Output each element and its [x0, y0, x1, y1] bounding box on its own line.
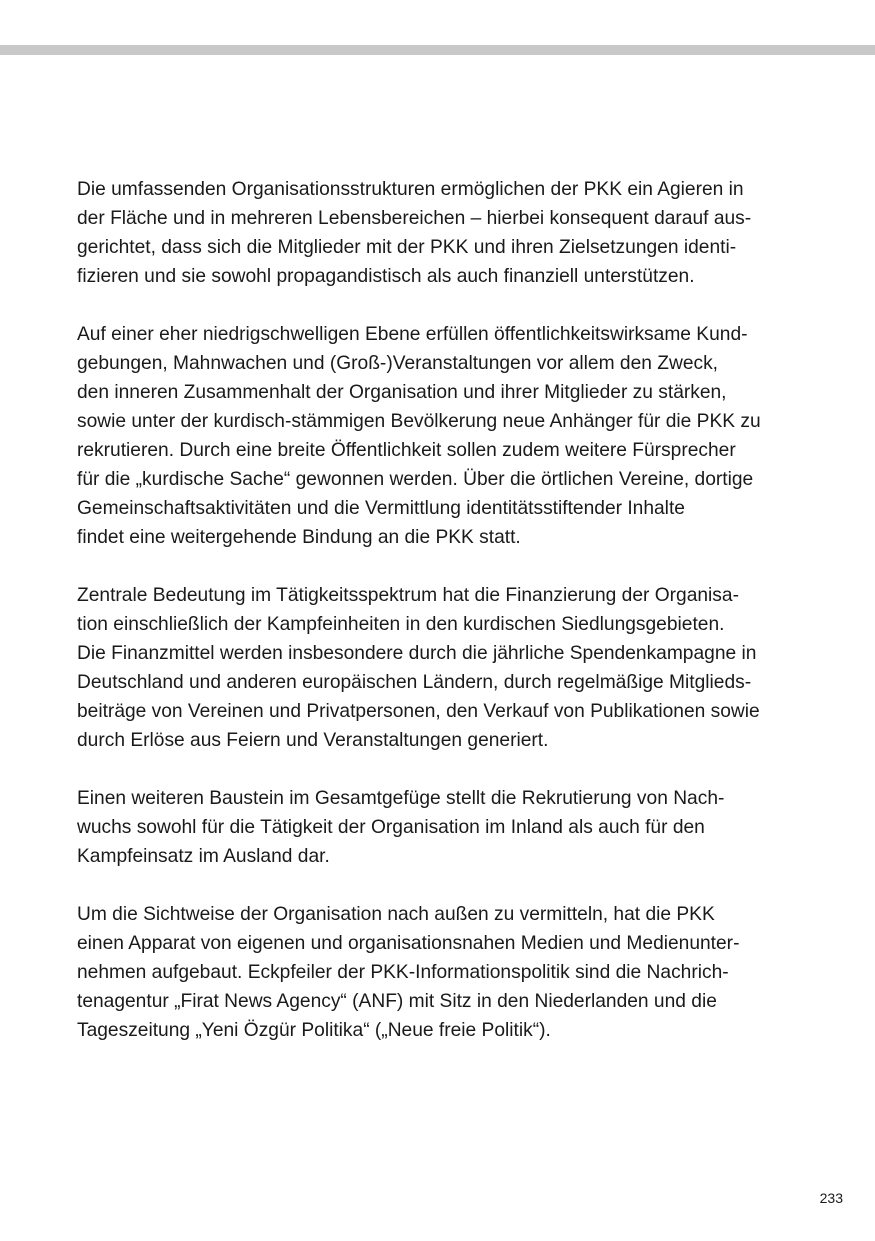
text-line: gerichtet, dass sich die Mitglieder mit der PKK und ihren Zielsetzungen identi- — [77, 237, 737, 258]
text-line: Um die Sichtweise der Organisation nach außen zu vermitteln, hat die PKK — [77, 904, 715, 925]
paragraph-organisation-structures — [77, 175, 807, 291]
paragraph-public-events — [77, 320, 807, 552]
text-line: für die „kurdische Sache“ gewonnen werden. Über die örtlichen Vereine, dortige — [77, 469, 754, 490]
text-line: Deutschland und anderen europäischen Ländern, durch regelmäßige Mitglieds- — [77, 672, 752, 693]
paragraph-financing — [77, 581, 807, 755]
text-line: Zentrale Bedeutung im Tätigkeitsspektrum hat die Finanzierung der Organisa- — [77, 585, 739, 606]
text-line: beiträge von Vereinen und Privatpersonen, den Verkauf von Publikationen sowie — [77, 701, 760, 722]
text-line: rekrutieren. Durch eine breite Öffentlichkeit sollen zudem weitere Fürsprecher — [77, 440, 736, 461]
text-line: der Fläche und in mehreren Lebensbereichen – hierbei konsequent darauf aus- — [77, 208, 752, 229]
text-line: durch Erlöse aus Feiern und Veranstaltungen generiert. — [77, 730, 549, 751]
document-body — [77, 175, 807, 1074]
text-line: einen Apparat von eigenen und organisationsnahen Medien und Medienunter- — [77, 933, 740, 954]
text-line: Gemeinschaftsaktivitäten und die Vermittlung identitätsstiftender Inhalte — [77, 498, 685, 519]
paragraph-media — [77, 900, 807, 1045]
text-line: findet eine weitergehende Bindung an die PKK statt. — [77, 527, 521, 548]
text-line: tion einschließlich der Kampfeinheiten in den kurdischen Siedlungsgebieten. — [77, 614, 725, 635]
text-line: tenagentur „Firat News Agency“ (ANF) mit Sitz in den Niederlanden und die — [77, 991, 717, 1012]
text-line: fizieren und sie sowohl propagandistisch als auch finanziell unterstützen. — [77, 266, 695, 287]
text-line: gebungen, Mahnwachen und (Groß-)Veranstaltungen vor allem den Zweck, — [77, 353, 719, 374]
text-line: Die Finanzmittel werden insbesondere durch die jährliche Spendenkampagne in — [77, 643, 757, 664]
text-line: Tageszeitung „Yeni Özgür Politika“ („Neue freie Politik“). — [77, 1020, 551, 1041]
text-line: Kampfeinsatz im Ausland dar. — [77, 846, 330, 867]
paragraph-recruitment — [77, 784, 807, 871]
text-line: nehmen aufgebaut. Eckpfeiler der PKK-Informationspolitik sind die Nachrich- — [77, 962, 729, 983]
text-line: sowie unter der kurdisch-stämmigen Bevölkerung neue Anhänger für die PKK zu — [77, 411, 761, 432]
text-line: den inneren Zusammenhalt der Organisation und ihrer Mitglieder zu stärken, — [77, 382, 727, 403]
text-line: wuchs sowohl für die Tätigkeit der Organisation im Inland als auch für den — [77, 817, 705, 838]
text-line: Einen weiteren Baustein im Gesamtgefüge stellt die Rekrutierung von Nach- — [77, 788, 725, 809]
text-line: Die umfassenden Organisationsstrukturen ermöglichen der PKK ein Agieren in — [77, 179, 744, 200]
text-line: Auf einer eher niedrigschwelligen Ebene erfüllen öffentlichkeitswirksame Kund- — [77, 324, 748, 345]
page-number: 233 — [819, 1190, 843, 1206]
header-rule — [0, 45, 875, 55]
